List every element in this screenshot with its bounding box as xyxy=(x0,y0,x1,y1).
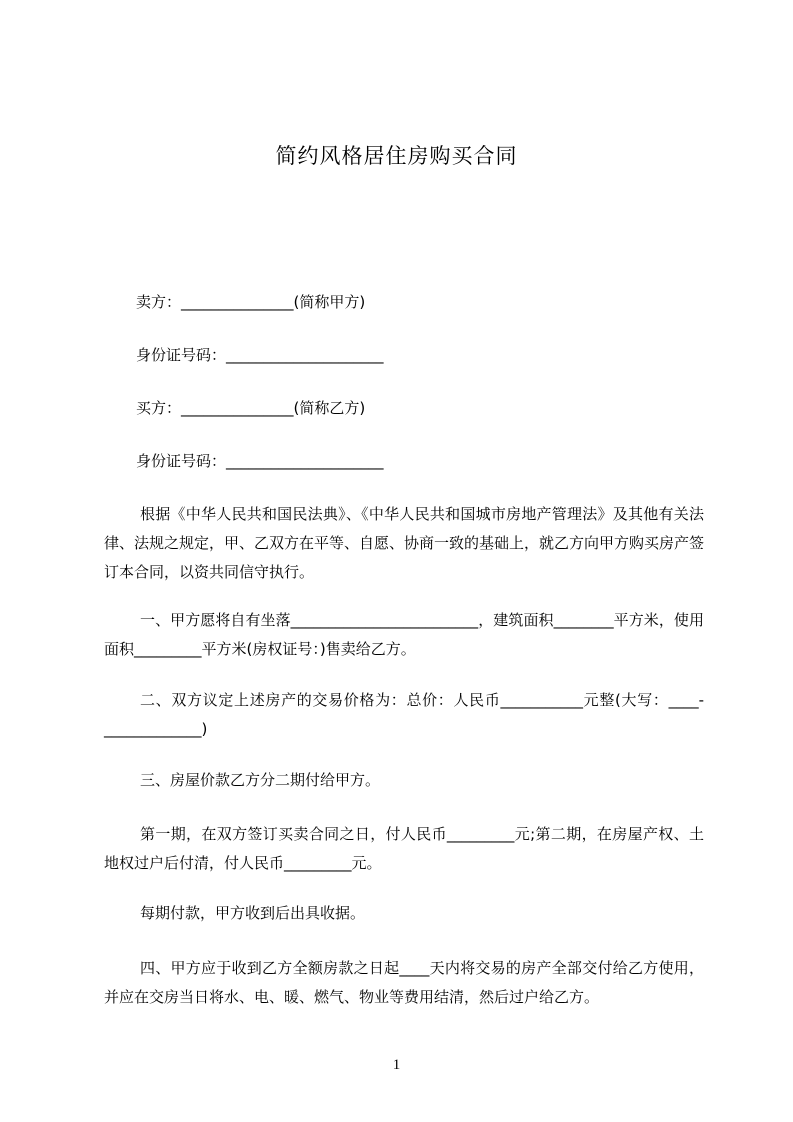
document-title: 简约风格居住房购买合同 xyxy=(275,144,518,168)
buyer-id-line: 身份证号码：_____________________ xyxy=(136,452,384,470)
preamble-paragraph: 根据《中华人民共和国民法典》、《中华人民共和国城市房地产管理法》及其他有关法律、法规之规定，甲、乙双方在平等、自愿、协商一致的基础上，就乙方向甲方购买房产签订本合同，以资共同信守执行。 xyxy=(104,505,705,581)
seller-line: 卖方：_______________(简称甲方) xyxy=(136,293,366,311)
clause-1-paragraph: 一、甲方愿将自有坐落_________________________，建筑面积________平方米，使用面积_________平方米(房权证号：)售卖给乙方。 xyxy=(104,611,704,658)
page-number: 1 xyxy=(392,1057,401,1073)
clause-3-paragraph: 三、房屋价款乙方分二期付给甲方。 xyxy=(140,771,381,789)
receipt-note-paragraph: 每期付款，甲方收到后出具收据。 xyxy=(140,904,366,922)
payment-terms-paragraph: 第一期，在双方签订买卖合同之日，付人民币_________元;第二期，在房屋产权、土地权过户后付清，付人民币_________元。 xyxy=(104,825,704,872)
seller-id-line: 身份证号码：_____________________ xyxy=(136,346,384,364)
clause-2-paragraph: 二、双方议定上述房产的交易价格为：总价：人民币___________元整(大写：____-_____________) xyxy=(104,691,704,738)
clause-4-paragraph: 四、甲方应于收到乙方全额房款之日起____天内将交易的房产全部交付给乙方使用，并应在交房当日将水、电、暖、燃气、物业等费用结清，然后过户给乙方。 xyxy=(104,959,704,1006)
buyer-line: 买方：_______________(简称乙方) xyxy=(136,399,366,417)
